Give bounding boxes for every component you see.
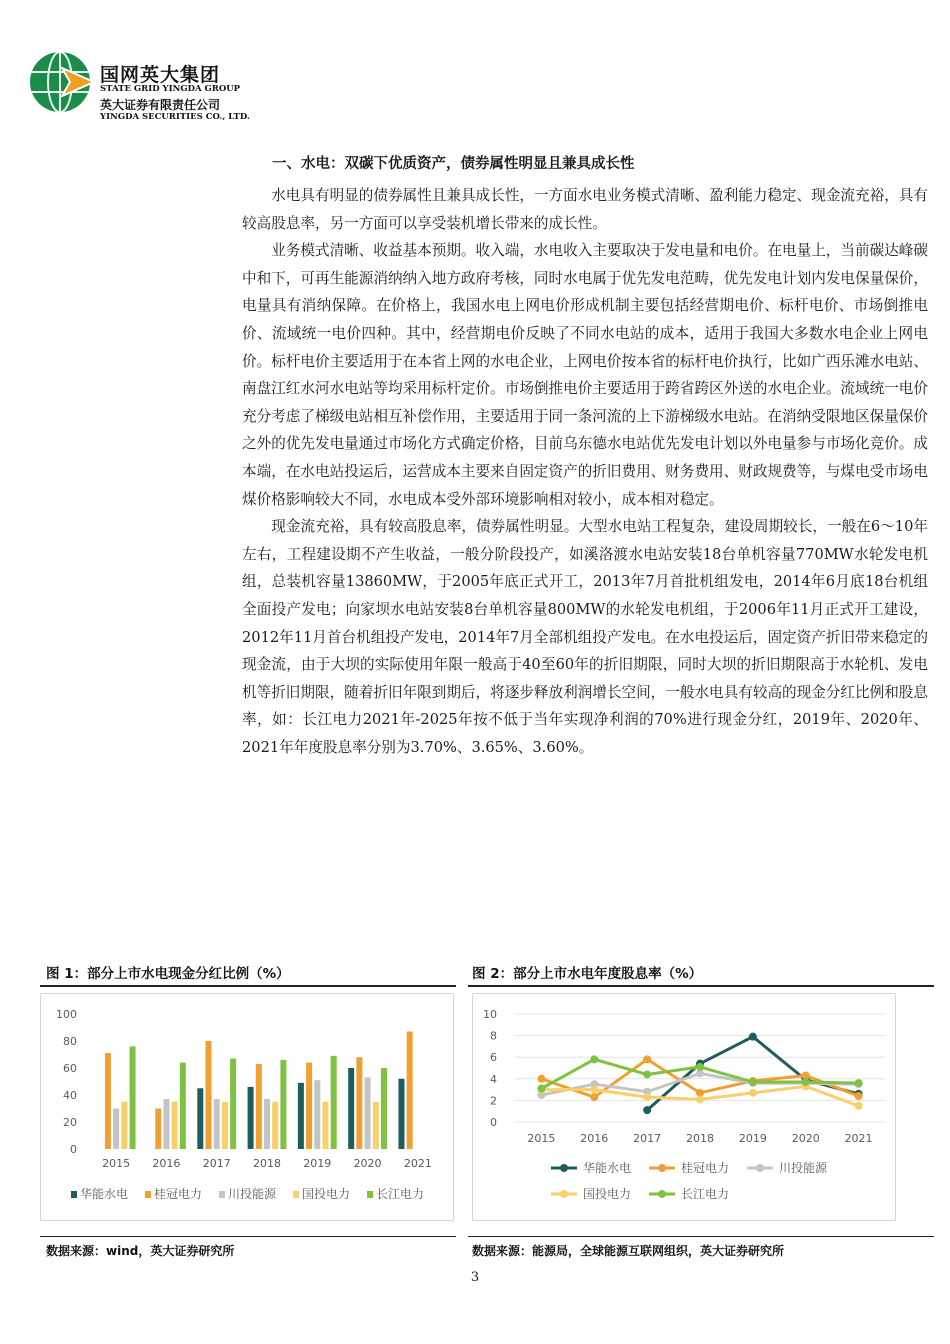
bar — [197, 1088, 203, 1149]
legend-label: 桂冠电力 — [681, 1161, 730, 1175]
bar — [206, 1041, 212, 1149]
bar — [348, 1068, 354, 1149]
bar — [172, 1102, 178, 1149]
figure-2-rule — [468, 985, 934, 987]
data-point — [749, 1033, 757, 1041]
data-point — [590, 1093, 598, 1101]
bar — [163, 1099, 169, 1149]
figure-1-chart-frame — [40, 993, 454, 1221]
figure-1-source-rule — [40, 1236, 456, 1237]
data-point — [802, 1078, 810, 1086]
x-tick-label: 2019 — [303, 1157, 332, 1170]
globe-arrow-icon — [22, 50, 102, 130]
legend-marker — [560, 1164, 568, 1172]
x-tick-label: 2017 — [202, 1157, 231, 1170]
figure-2-source: 数据来源：能源局，全球能源互联网组织，英大证券研究所 — [472, 1244, 785, 1258]
bar — [314, 1080, 320, 1149]
legend-label: 川投能源 — [228, 1187, 277, 1201]
legend-swatch — [219, 1191, 225, 1198]
bar — [230, 1059, 236, 1149]
bar — [113, 1109, 119, 1150]
legend-label: 华能水电 — [583, 1161, 632, 1175]
legend-label: 长江电力 — [376, 1187, 425, 1201]
data-point — [643, 1093, 651, 1101]
y-tick-label: 2 — [490, 1094, 497, 1108]
brand-name-en: STATE GRID YINGDA GROUP — [100, 84, 241, 94]
section-heading: 一、水电：双碳下优质资产，债券属性明显且兼具成长性 — [272, 156, 635, 172]
x-tick-label: 2021 — [403, 1157, 432, 1170]
line-chart — [473, 994, 895, 1220]
bar — [105, 1053, 111, 1149]
y-tick-label: 0 — [490, 1116, 497, 1129]
bar — [365, 1077, 371, 1149]
data-point — [537, 1075, 545, 1083]
bar — [280, 1060, 286, 1149]
legend-swatch — [71, 1191, 77, 1198]
legend-marker — [658, 1190, 666, 1198]
legend-label: 川投能源 — [779, 1161, 828, 1175]
bar-chart — [41, 994, 453, 1220]
data-point — [855, 1079, 863, 1087]
legend-marker — [560, 1190, 568, 1198]
bar — [373, 1102, 379, 1149]
x-tick-label: 2016 — [580, 1132, 609, 1145]
figure-2-chart-frame — [472, 993, 896, 1221]
legend-label: 长江电力 — [681, 1187, 730, 1201]
x-tick-label: 2017 — [633, 1132, 662, 1145]
x-tick-label: 2016 — [152, 1157, 181, 1170]
bar — [130, 1046, 136, 1149]
bar — [256, 1064, 262, 1149]
bar — [272, 1102, 278, 1149]
legend-label: 国投电力 — [583, 1187, 632, 1201]
x-tick-label: 2020 — [791, 1132, 820, 1145]
bar — [331, 1056, 337, 1149]
data-point — [643, 1070, 651, 1078]
y-tick-label: 8 — [490, 1029, 497, 1043]
bar — [356, 1057, 362, 1149]
paragraph-3: 现金流充裕，具有较高股息率，债券属性明显。大型水电站工程复杂，建设周期较长，一般在6～10年左右，工程建设期不产生收益，一般分阶段投产，如溪洛渡水电站安装18台单机容量770MW水轮发电机组，总装机容量13860MW，于2005年底正式开工，2013年7月首批机组发电，2014年6月底18台机组全面投产发电；向家坝水电站安装8台单机容量800MW的水轮发电机组，于2006年11月正式开工建设，2012年11月首台机组投产发电，2014年7月全部机组投产发电。在水电投运后，固定资产折旧带来稳定的现金流，由于大坝的实际使用年限一般高于40至60年的折旧期限，同时大坝的折旧期限高于水轮机、发电机等折旧期限，随着折旧年限到期后，将逐步释放利润增长空间，一般水电具有较高的现金分红比例和股息率，如：长江电力2021年-2025年按不低于当年实现净利润的70%进行现金分红，2019年、2020年、2021年年度股息率分别为3.70%、3.65%、3.60%。 — [242, 518, 928, 756]
legend-swatch — [293, 1191, 299, 1198]
company-name-en: YINGDA SECURITIES CO., LTD. — [100, 112, 250, 122]
bar — [121, 1102, 127, 1149]
figure-1-rule — [40, 985, 456, 987]
data-point — [643, 1106, 651, 1114]
figure-2-title: 图 2：部分上市水电年度股息率（%） — [472, 966, 703, 982]
x-tick-label: 2018 — [253, 1157, 281, 1170]
y-tick-label: 10 — [483, 1008, 497, 1021]
data-point — [590, 1055, 598, 1063]
figure-1-title: 图 1：部分上市水电现金分红比例（%） — [46, 966, 290, 982]
bar — [264, 1099, 270, 1149]
y-tick-label: 0 — [70, 1143, 77, 1156]
x-tick-label: 2015 — [102, 1157, 131, 1170]
paragraph-1: 水电具有明显的债券属性且兼具成长性，一方面水电业务模式清晰、盈利能力稳定、现金流充裕，具有较高股息率，另一方面可以享受装机增长带来的成长性。 — [242, 187, 928, 232]
figure-1-source: 数据来源：wind，英大证券研究所 — [46, 1244, 235, 1258]
bar — [398, 1079, 404, 1149]
legend-marker — [658, 1164, 666, 1172]
y-tick-label: 80 — [63, 1035, 77, 1048]
paragraph-2: 业务模式清晰、收益基本预期。收入端，水电收入主要取决于发电量和电价。在电量上，当前碳达峰碳中和下，可再生能源消纳纳入地方政府考核，同时水电属于优先发电范畴，优先发电计划内发电保量保价，电量具有消纳保障。在价格上，我国水电上网电价形成机制主要包括经营期电价、标杆电价、市场倒推电价、流域统一电价四种。其中，经营期电价反映了不同水电站的成本，适用于我国大多数水电企业上网电价。标杆电价主要适用于在本省上网的水电企业，上网电价按本省的标杆电价执行，比如广西乐滩水电站、南盘江红水河水电站等均采用标杆定价。市场倒推电价主要适用于跨省跨区外送的水电企业。流域统一电价充分考虑了梯级电站相互补偿作用，主要适用于同一条河流的上下游梯级水电站。在消纳受限地区保量保价之外的优先发电量通过市场化方式确定价格，目前乌东德水电站优先发电计划以外电量参与市场化竞价。成本端，在水电站投运后，运营成本主要来自固定资产的折旧费用、财务费用、财政规费等，与煤电受市场电煤价格影响较大不同，水电成本受外部环境影响相对较小，成本相对稳定。 — [242, 242, 928, 508]
brand-name-cn: 国网英大集团 — [100, 64, 221, 86]
legend-label: 国投电力 — [302, 1187, 351, 1201]
bar — [306, 1063, 312, 1149]
y-tick-label: 100 — [56, 1008, 77, 1021]
y-tick-label: 40 — [63, 1089, 77, 1102]
legend-swatch — [367, 1191, 373, 1198]
y-tick-label: 20 — [63, 1116, 77, 1129]
bar — [407, 1032, 413, 1149]
data-point — [855, 1102, 863, 1110]
data-point — [643, 1055, 651, 1063]
x-tick-label: 2015 — [527, 1132, 556, 1145]
x-tick-label: 2019 — [738, 1132, 767, 1145]
figure-2-source-rule — [468, 1236, 934, 1237]
bar — [322, 1102, 328, 1149]
legend-label: 桂冠电力 — [154, 1187, 203, 1201]
data-point — [749, 1078, 757, 1086]
section-content — [242, 152, 928, 761]
data-point — [696, 1095, 704, 1103]
data-point — [590, 1086, 598, 1094]
bar — [180, 1063, 186, 1149]
y-tick-label: 6 — [490, 1051, 497, 1065]
bar — [381, 1068, 387, 1149]
data-point — [696, 1063, 704, 1071]
x-tick-label: 2020 — [353, 1157, 382, 1170]
x-tick-label: 2021 — [844, 1132, 873, 1145]
data-point — [749, 1089, 757, 1097]
legend-label: 华能水电 — [80, 1187, 129, 1201]
y-tick-label: 4 — [490, 1072, 497, 1086]
data-point — [537, 1085, 545, 1093]
page-number: 3 — [470, 1270, 480, 1285]
data-point — [855, 1092, 863, 1100]
legend-marker — [756, 1164, 764, 1172]
bar — [298, 1083, 304, 1149]
bar — [214, 1099, 220, 1149]
bar — [222, 1102, 228, 1149]
y-tick-label: 60 — [63, 1062, 77, 1075]
legend-swatch — [145, 1191, 151, 1198]
x-tick-label: 2018 — [686, 1132, 714, 1145]
bar — [248, 1087, 254, 1149]
bar — [155, 1109, 161, 1150]
company-name-cn: 英大证券有限责任公司 — [100, 98, 221, 112]
